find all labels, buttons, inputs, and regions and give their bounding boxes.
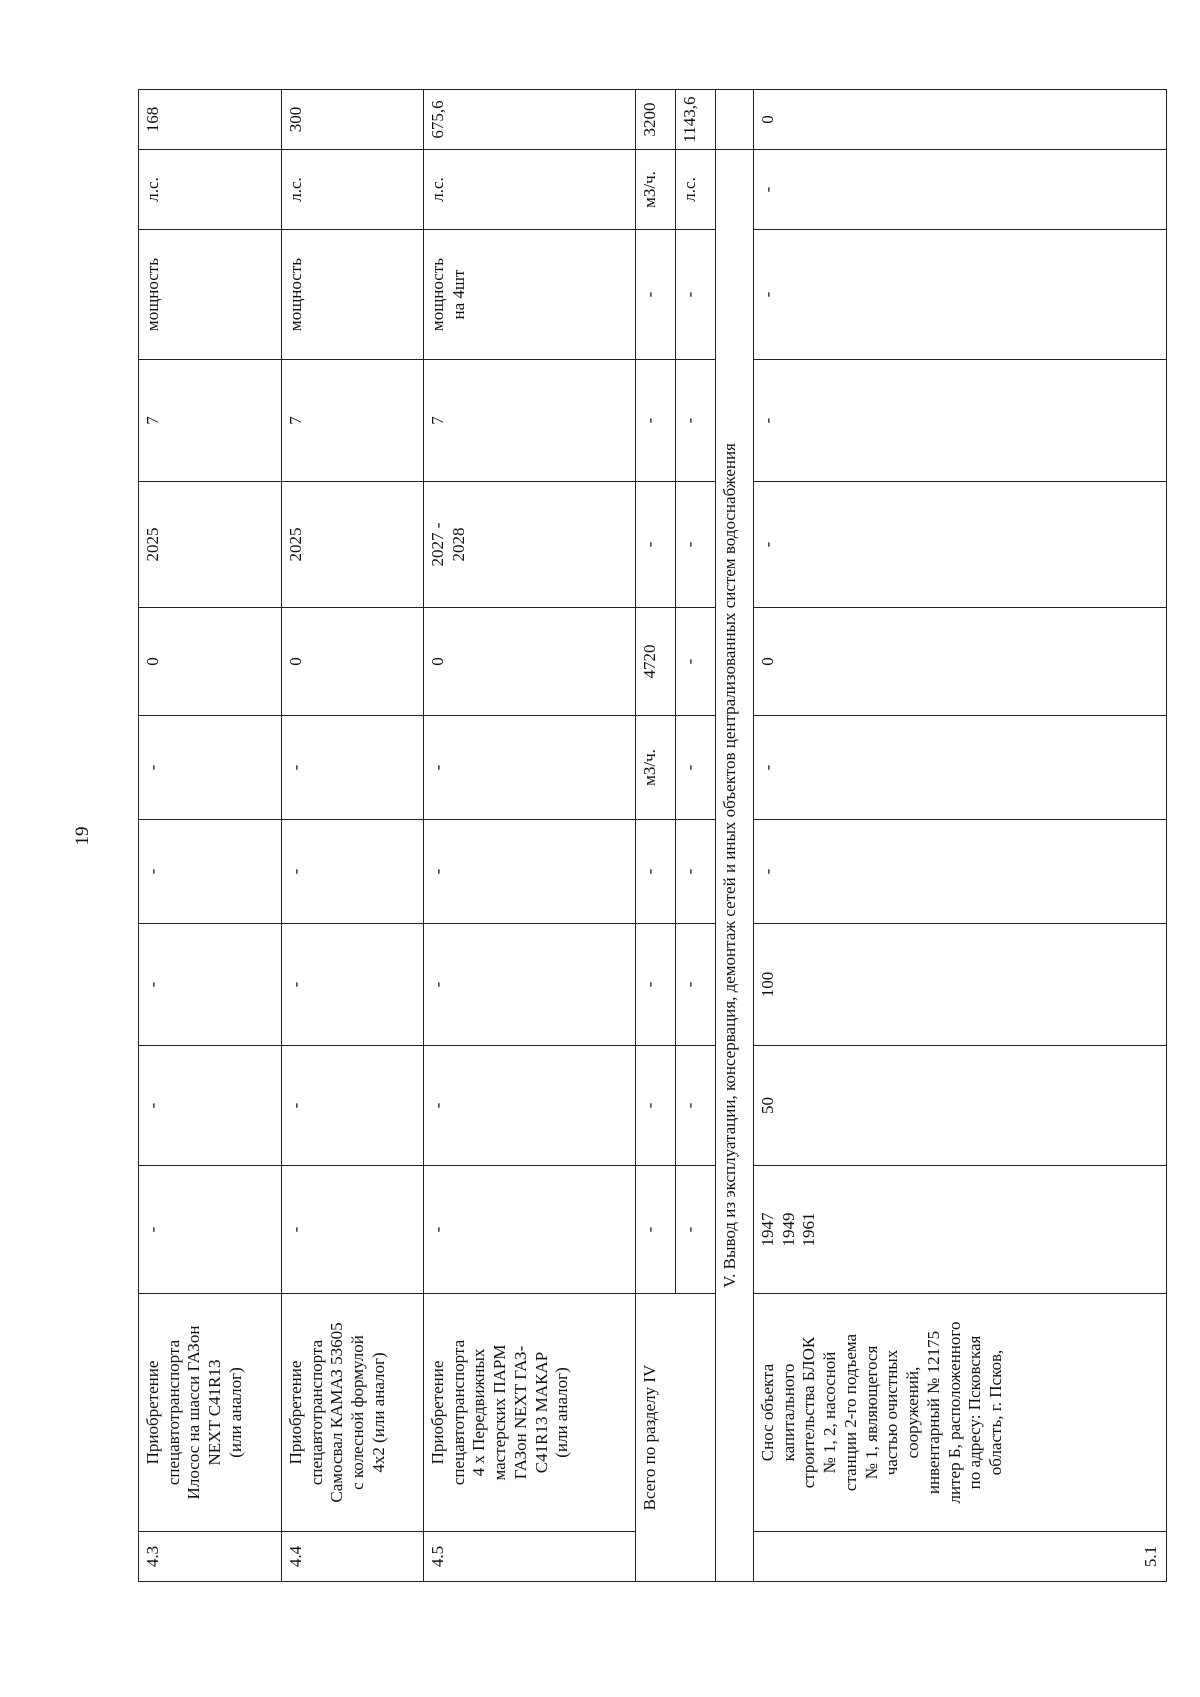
- cell-a: -: [424, 1046, 636, 1166]
- cell-b: -: [424, 924, 636, 1046]
- cell-val2: 1143,6: [676, 90, 716, 150]
- cell-a: -: [636, 1046, 676, 1166]
- cell-period: 2027 - 2028: [424, 482, 636, 608]
- table-row-4-3: [139, 90, 282, 1582]
- cell-c: -: [139, 820, 282, 924]
- cell-unit2: л.с.: [139, 150, 282, 230]
- measure-name: Приобретение спецавтотранспорта 4 х Передвижных мастерских ПАРМ ГАЗон NEXT ГАЗ- C41R13 МАКАР (или аналог): [424, 1294, 636, 1532]
- cell-val2: 675,6: [424, 90, 636, 150]
- cell-val1: 0: [282, 608, 424, 716]
- cell-unit2: м3/ч.: [636, 150, 676, 230]
- cell-c: -: [636, 820, 676, 924]
- row-number: 4.3: [139, 1532, 282, 1582]
- cell-unit1: -: [282, 716, 424, 820]
- cell-b: -: [282, 924, 424, 1046]
- cell-a: -: [676, 1046, 716, 1166]
- cell-val1: -: [676, 608, 716, 716]
- cell-c: -: [282, 820, 424, 924]
- cell-life: -: [676, 360, 716, 482]
- cell-param: мощность на 4шт: [424, 230, 636, 360]
- cell-val1: 4720: [636, 608, 676, 716]
- measure-name: Приобретение спецавтотранспорта Илосос на шасси ГАЗон NEXT C41R13 (или аналог): [139, 1294, 282, 1532]
- measure-name: Приобретение спецавтотранспорта Самосвал КАМАЗ 53605 с колесной формулой 4x2 (или аналог): [282, 1294, 424, 1532]
- cell-unit1: -: [424, 716, 636, 820]
- cell-year: -: [424, 1166, 636, 1294]
- table-row-4-4: [282, 90, 424, 1582]
- cell-val1: 0: [754, 608, 1167, 716]
- measure-name: Снос объекта капитального строительства БЛОК № 1, 2, насосной станции 2-го подъема № 1, являющегося частью очистных сооружений, инвентарный № 12175 литер Б, расположенного по адресу: Псковская область, г. Псков,: [754, 1294, 1167, 1532]
- cell-year: -: [636, 1166, 676, 1294]
- row-number: 5.1: [754, 1532, 1167, 1582]
- cell-b: 100: [754, 924, 1167, 1046]
- total-label: Всего по разделу IV: [636, 1294, 716, 1582]
- investment-program-table: [138, 89, 1167, 1582]
- cell-val2: 0: [754, 90, 1167, 150]
- cell-life: -: [754, 360, 1167, 482]
- row-number: 4.4: [282, 1532, 424, 1582]
- cell-val2: 3200: [636, 90, 676, 150]
- cell-period: 2025: [139, 482, 282, 608]
- cell-param: мощность: [139, 230, 282, 360]
- cell-val1: 0: [139, 608, 282, 716]
- section-v-heading: V. Вывод из эксплуатации, консервация, демонтаж сетей и иных объектов централизованных систем водоснабжения: [716, 150, 754, 1582]
- cell-year: -: [676, 1166, 716, 1294]
- cell-life: 7: [282, 360, 424, 482]
- cell-a: -: [282, 1046, 424, 1166]
- cell-b: -: [636, 924, 676, 1046]
- cell-year: -: [282, 1166, 424, 1294]
- section-v-empty-cell: [716, 90, 754, 150]
- cell-val1: 0: [424, 608, 636, 716]
- table-row-4-5: [424, 90, 636, 1582]
- cell-a: -: [139, 1046, 282, 1166]
- cell-c: -: [424, 820, 636, 924]
- cell-life: 7: [424, 360, 636, 482]
- cell-c: -: [754, 820, 1167, 924]
- row-number: 4.5: [424, 1532, 636, 1582]
- cell-life: 7: [139, 360, 282, 482]
- cell-a: 50: [754, 1046, 1167, 1166]
- cell-val2: 300: [282, 90, 424, 150]
- cell-year: 1947 1949 1961: [754, 1166, 1167, 1294]
- cell-unit2: л.с.: [424, 150, 636, 230]
- cell-year: -: [139, 1166, 282, 1294]
- cell-period: -: [636, 482, 676, 608]
- section-v-row: [716, 90, 754, 1582]
- cell-param: -: [754, 230, 1167, 360]
- cell-unit1: -: [676, 716, 716, 820]
- cell-b: -: [139, 924, 282, 1046]
- cell-life: -: [636, 360, 676, 482]
- cell-unit2: л.с.: [676, 150, 716, 230]
- rotated-table-container: [138, 90, 1166, 1582]
- cell-unit1: -: [754, 716, 1167, 820]
- cell-param: мощность: [282, 230, 424, 360]
- cell-unit1: -: [139, 716, 282, 820]
- cell-unit1: м3/ч.: [636, 716, 676, 820]
- cell-period: -: [754, 482, 1167, 608]
- cell-period: 2025: [282, 482, 424, 608]
- cell-param: -: [676, 230, 716, 360]
- cell-period: -: [676, 482, 716, 608]
- cell-unit2: -: [754, 150, 1167, 230]
- page-number: 19: [72, 826, 93, 846]
- total-row-iv-1: [636, 90, 676, 1582]
- cell-b: -: [676, 924, 716, 1046]
- cell-c: -: [676, 820, 716, 924]
- table-row-5-1: [754, 90, 1167, 1582]
- cell-val2: 168: [139, 90, 282, 150]
- cell-unit2: л.с.: [282, 150, 424, 230]
- cell-param: -: [636, 230, 676, 360]
